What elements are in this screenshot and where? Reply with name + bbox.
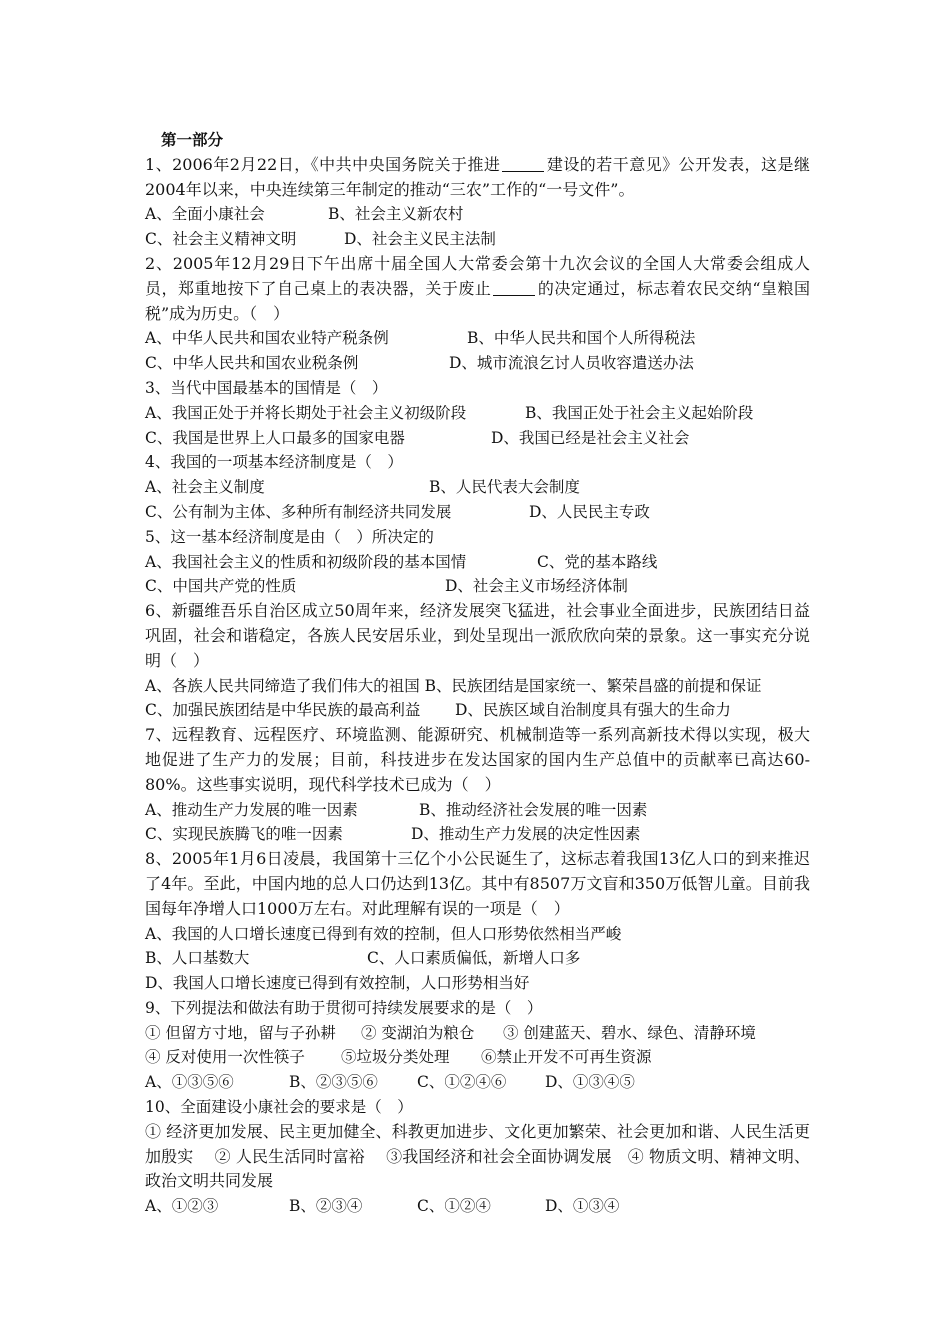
question-stem: 5、这一基本经济制度是由（ ）所决定的 [145,527,434,546]
option-row [145,475,810,500]
option: A、中华人民共和国农业特产税条例 [145,329,389,348]
option-row: D、我国人口增长速度已得到有效控制，人口形势相当好 [145,974,530,993]
option-row [145,1070,810,1095]
statement: ⑥禁止开发不可再生资源 [481,1048,652,1067]
statement-block: ① 经济更加发展、民主更加健全、科教更加进步、文化更加繁荣、社会更加和谐、人民生活更加殷实 ② 人民生活同时富裕 ③我国经济和社会全面协调发展 ④ 物质文明、精神文明、政治文明共同发展 [145,1121,810,1191]
question-stem: 7、远程教育、远程医疗、环境监测、能源研究、机械制造等一系列高新技术得以实现，极大地促进了生产力的发展；目前，科技进步在发达国家的国内生产总值中的贡献率已高达60-80%。这些事实说明，现代科学技术已成为（ ） [145,725,810,794]
option-row [145,202,810,227]
option-row [145,822,810,847]
question-stem [145,153,810,203]
option-row: A、各族人民共同缔造了我们伟大的祖国 B、民族团结是国家统一、繁荣昌盛的前提和保证 [145,676,762,695]
option: D、城市流浪乞讨人员收容遣送办法 [449,354,694,373]
statement: ④ 反对使用一次性筷子 [145,1048,305,1067]
option: C、我国是世界上人口最多的国家电器 [145,428,405,447]
option: A、社会主义制度 [145,478,265,497]
fill-blank [502,157,544,172]
option-row [145,1194,810,1219]
option: B、我国正处于社会主义起始阶段 [525,403,754,422]
question-text: 建设的若干意见》公开发表，这是继2004年以来，中央连续第三年制定的推动“三农”工作的“一号文件”。 [145,154,810,199]
document-page [145,128,810,1219]
question-stem: 3、当代中国最基本的国情是（ ） [145,378,388,397]
statement-row [145,1045,810,1070]
option-row [145,798,810,823]
section-heading: 第一部分 [161,130,224,149]
question-text: 1、2006年2月22日，《中共中央国务院关于推进 [145,154,501,174]
option-row [145,500,810,525]
option: B、中华人民共和国个人所得税法 [467,329,696,348]
option: A、①③⑤⑥ [145,1073,234,1092]
statement: ② 变湖泊为粮仓 [361,1023,475,1042]
option: C、中华人民共和国农业税条例 [145,354,359,373]
option-row [145,550,810,575]
question-stem: 4、我国的一项基本经济制度是（ ） [145,453,403,472]
option: D、民族区域自治制度具有强大的生命力 [455,701,731,720]
option-row [145,326,810,351]
statement: ③ 创建蓝天、碧水、绿色、清静环境 [503,1023,756,1042]
option: B、人民代表大会制度 [429,478,580,497]
option: C、党的基本路线 [537,552,658,571]
option-row: A、我国的人口增长速度已得到有效的控制，但人口形势依然相当严峻 [145,924,622,943]
option: B、②③④ [289,1197,363,1216]
question-stem [145,252,810,326]
option: B、人口基数大 [145,949,250,968]
option: D、社会主义民主法制 [344,230,496,249]
option-row [145,351,810,376]
option-row [145,698,810,723]
fill-blank [493,281,535,296]
option-row [145,401,810,426]
question-stem: 10、全面建设小康社会的要求是（ ） [145,1098,413,1117]
statement: ⑤垃圾分类处理 [341,1048,450,1067]
question-text: 2、2005年12月29日下午出席十届全国人大常委会第十九次会议的全国人大常委会组成人员，郑重地按下了自己桌上的表决器，关于废止 [145,253,810,298]
option: B、②③⑤⑥ [289,1073,378,1092]
option: C、实现民族腾飞的唯一因素 [145,825,343,844]
option: C、社会主义精神文明 [145,230,297,249]
question-stem: 8、2005年1月6日凌晨，我国第十三亿个小公民诞生了，这标志着我国13亿人口的到来推迟了4年。至此，中国内地的总人口仍达到13亿。其中有8507万文盲和350万低智儿童。目前我国每年净增人口1000万左右。对此理解有误的一项是（ ） [145,849,810,918]
option: C、公有制为主体、多种所有制经济共同发展 [145,502,452,521]
option: C、加强民族团结是中华民族的最高利益 [145,701,421,720]
option: C、①②④⑥ [417,1073,507,1092]
option: C、人口素质偏低，新增人口多 [367,949,581,968]
option: B、推动经济社会发展的唯一因素 [419,800,648,819]
question-stem: 6、新疆维吾乐自治区成立50周年来，经济发展突飞猛进，社会事业全面进步，民族团结日益巩固，社会和谐稳定，各族人民安居乐业，到处呈现出一派欣欣向荣的景象。这一事实充分说明（ ） [145,601,810,670]
option: C、①②④ [417,1197,491,1216]
option: A、全面小康社会 [145,205,265,224]
option: D、推动生产力发展的决定性因素 [411,825,641,844]
question-text: 的决定通过，标志着农民交纳“皇粮国税”成为历史。（ ） [145,278,810,323]
option: A、推动生产力发展的唯一因素 [145,800,358,819]
statement: ① 但留方寸地，留与子孙耕 [145,1023,336,1042]
statement-row [145,1021,810,1046]
option: D、社会主义市场经济体制 [445,577,628,596]
question-stem: 9、下列提法和做法有助于贯彻可持续发展要求的是（ ） [145,998,543,1017]
option: D、①③④ [545,1197,620,1216]
option-row [145,227,810,252]
option: A、①②③ [145,1197,219,1216]
option: C、中国共产党的性质 [145,577,297,596]
option: A、我国社会主义的性质和初级阶段的基本国情 [145,552,467,571]
option-row [145,946,810,971]
option: D、人民民主专政 [529,502,650,521]
option: B、社会主义新农村 [328,205,464,224]
option: A、我国正处于并将长期处于社会主义初级阶段 [145,403,467,422]
option: D、我国已经是社会主义社会 [491,428,690,447]
option-row [145,574,810,599]
option-row [145,426,810,451]
option: D、①③④⑤ [545,1073,635,1092]
